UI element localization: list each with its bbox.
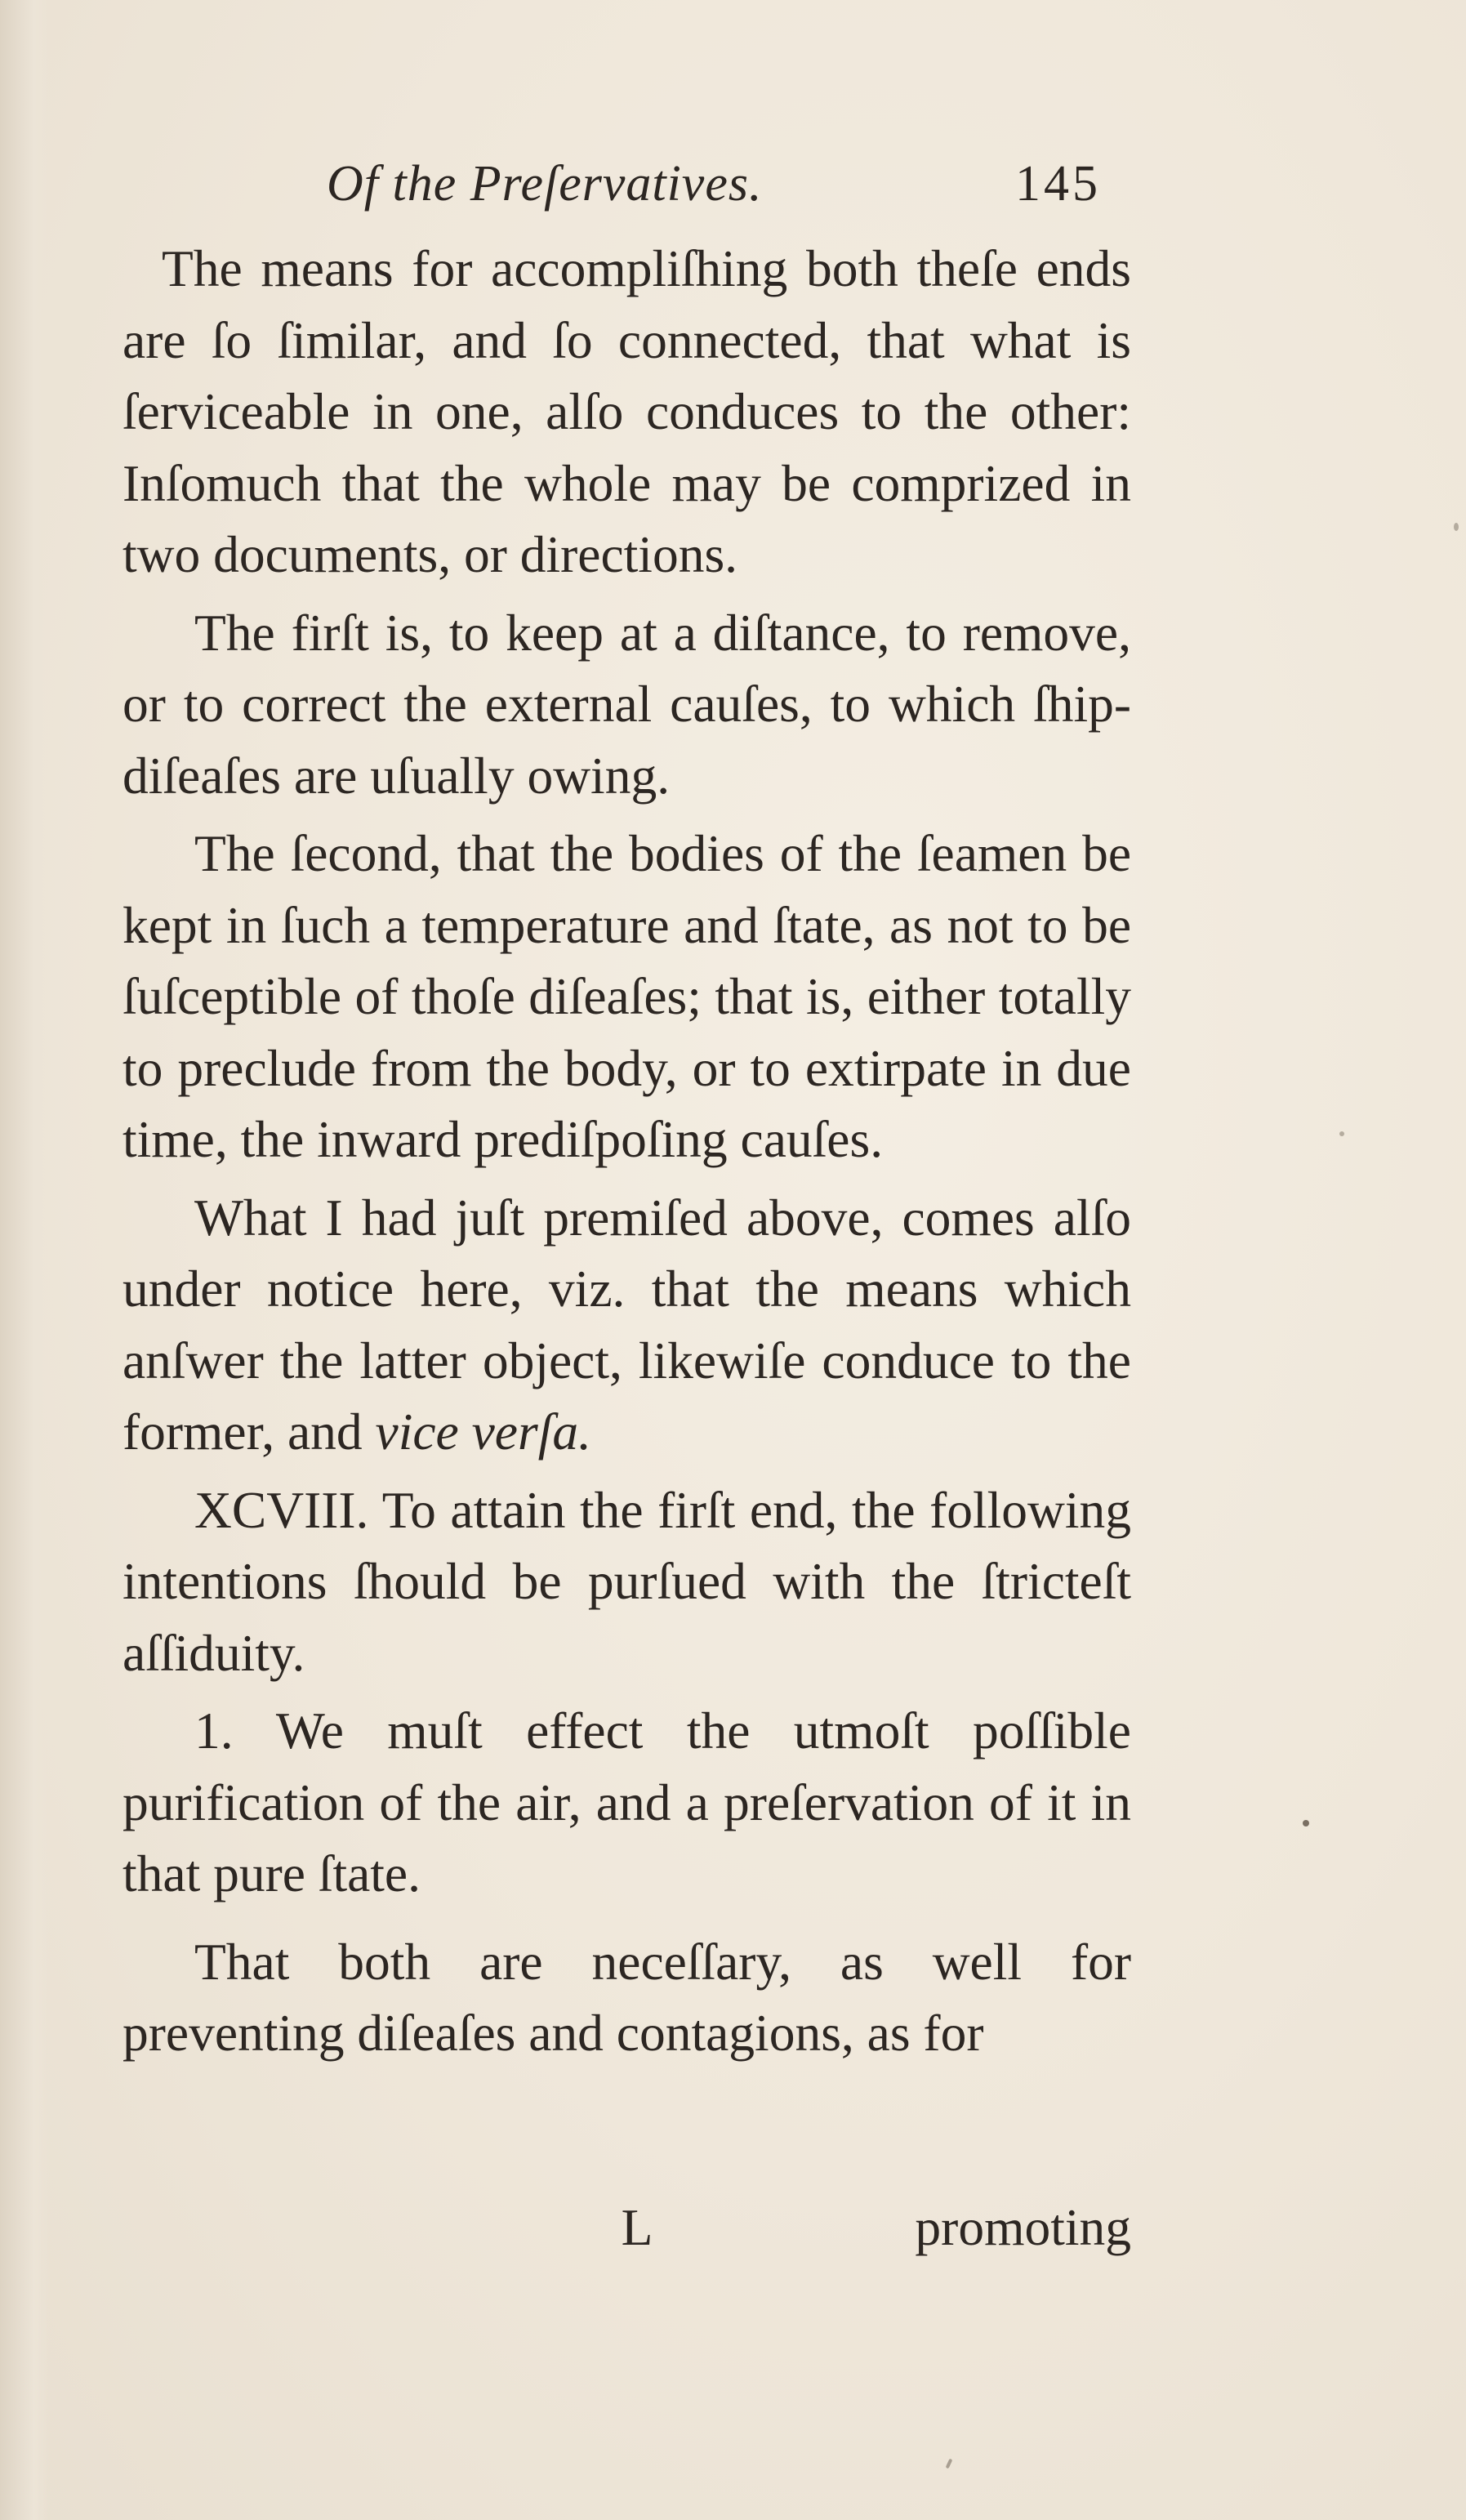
body-text — [123, 233, 1131, 2069]
paragraph-1: The means for accompliſhing both theſe ends are ſo ſimilar, and ſo connected, that what is ſerviceable in one, alſo conduces to the other: Inſomuch that the whole may be comprized in two documents, or directions. — [123, 239, 1131, 583]
page-number: 145 — [1015, 156, 1101, 212]
paper-speck — [1303, 1820, 1309, 1826]
paragraph-7: That both are neceſſary, as well for preventing diſeaſes and contagions, as for — [123, 1932, 1131, 2062]
paragraph-6-intention-1: 1. We muſt effect the utmoſt poſſible purification of the air, and a preſervation of it in that pure ſtate. — [123, 1702, 1131, 1902]
paper-speck — [1454, 523, 1459, 531]
paragraph-3: The ſecond, that the bodies of the ſeamen be kept in ſuch a temperature and ſtate, as not to be ſuſceptible of thoſe diſeaſes; that is, either totally to preclude from the body, or to extirpate in due time, the inward prediſpoſing cauſes. — [123, 824, 1131, 1168]
paragraph-5-section-xcviii: XCVIII. To attain the firſt end, the following intentions ſhould be purſued with the ſtricteſt aſſiduity. — [123, 1480, 1131, 1682]
paragraph-2: The firſt is, to keep at a diſtance, to remove, or to correct the external cauſes, to which ſhip-diſeaſes are uſually owing. — [123, 603, 1131, 805]
paper-speck — [1339, 1131, 1344, 1136]
page-gutter-shadow — [0, 0, 49, 2520]
paragraph-4-italic: vice verſa. — [375, 1403, 591, 1461]
page-footer — [123, 2197, 1131, 2271]
running-head: Of the Preſervatives. — [327, 156, 763, 212]
paragraph-4 — [123, 1182, 1131, 1468]
catchword: promoting — [915, 2198, 1131, 2256]
paper-speck — [946, 2459, 953, 2469]
page-header — [327, 155, 1143, 229]
paragraph-4-text: What I had juſt premiſed above, comes alſo under notice here, viz. that the means which anſwer the latter object, likewiſe conduce to the former, and — [123, 1188, 1131, 1461]
signature-mark: L — [621, 2198, 653, 2256]
